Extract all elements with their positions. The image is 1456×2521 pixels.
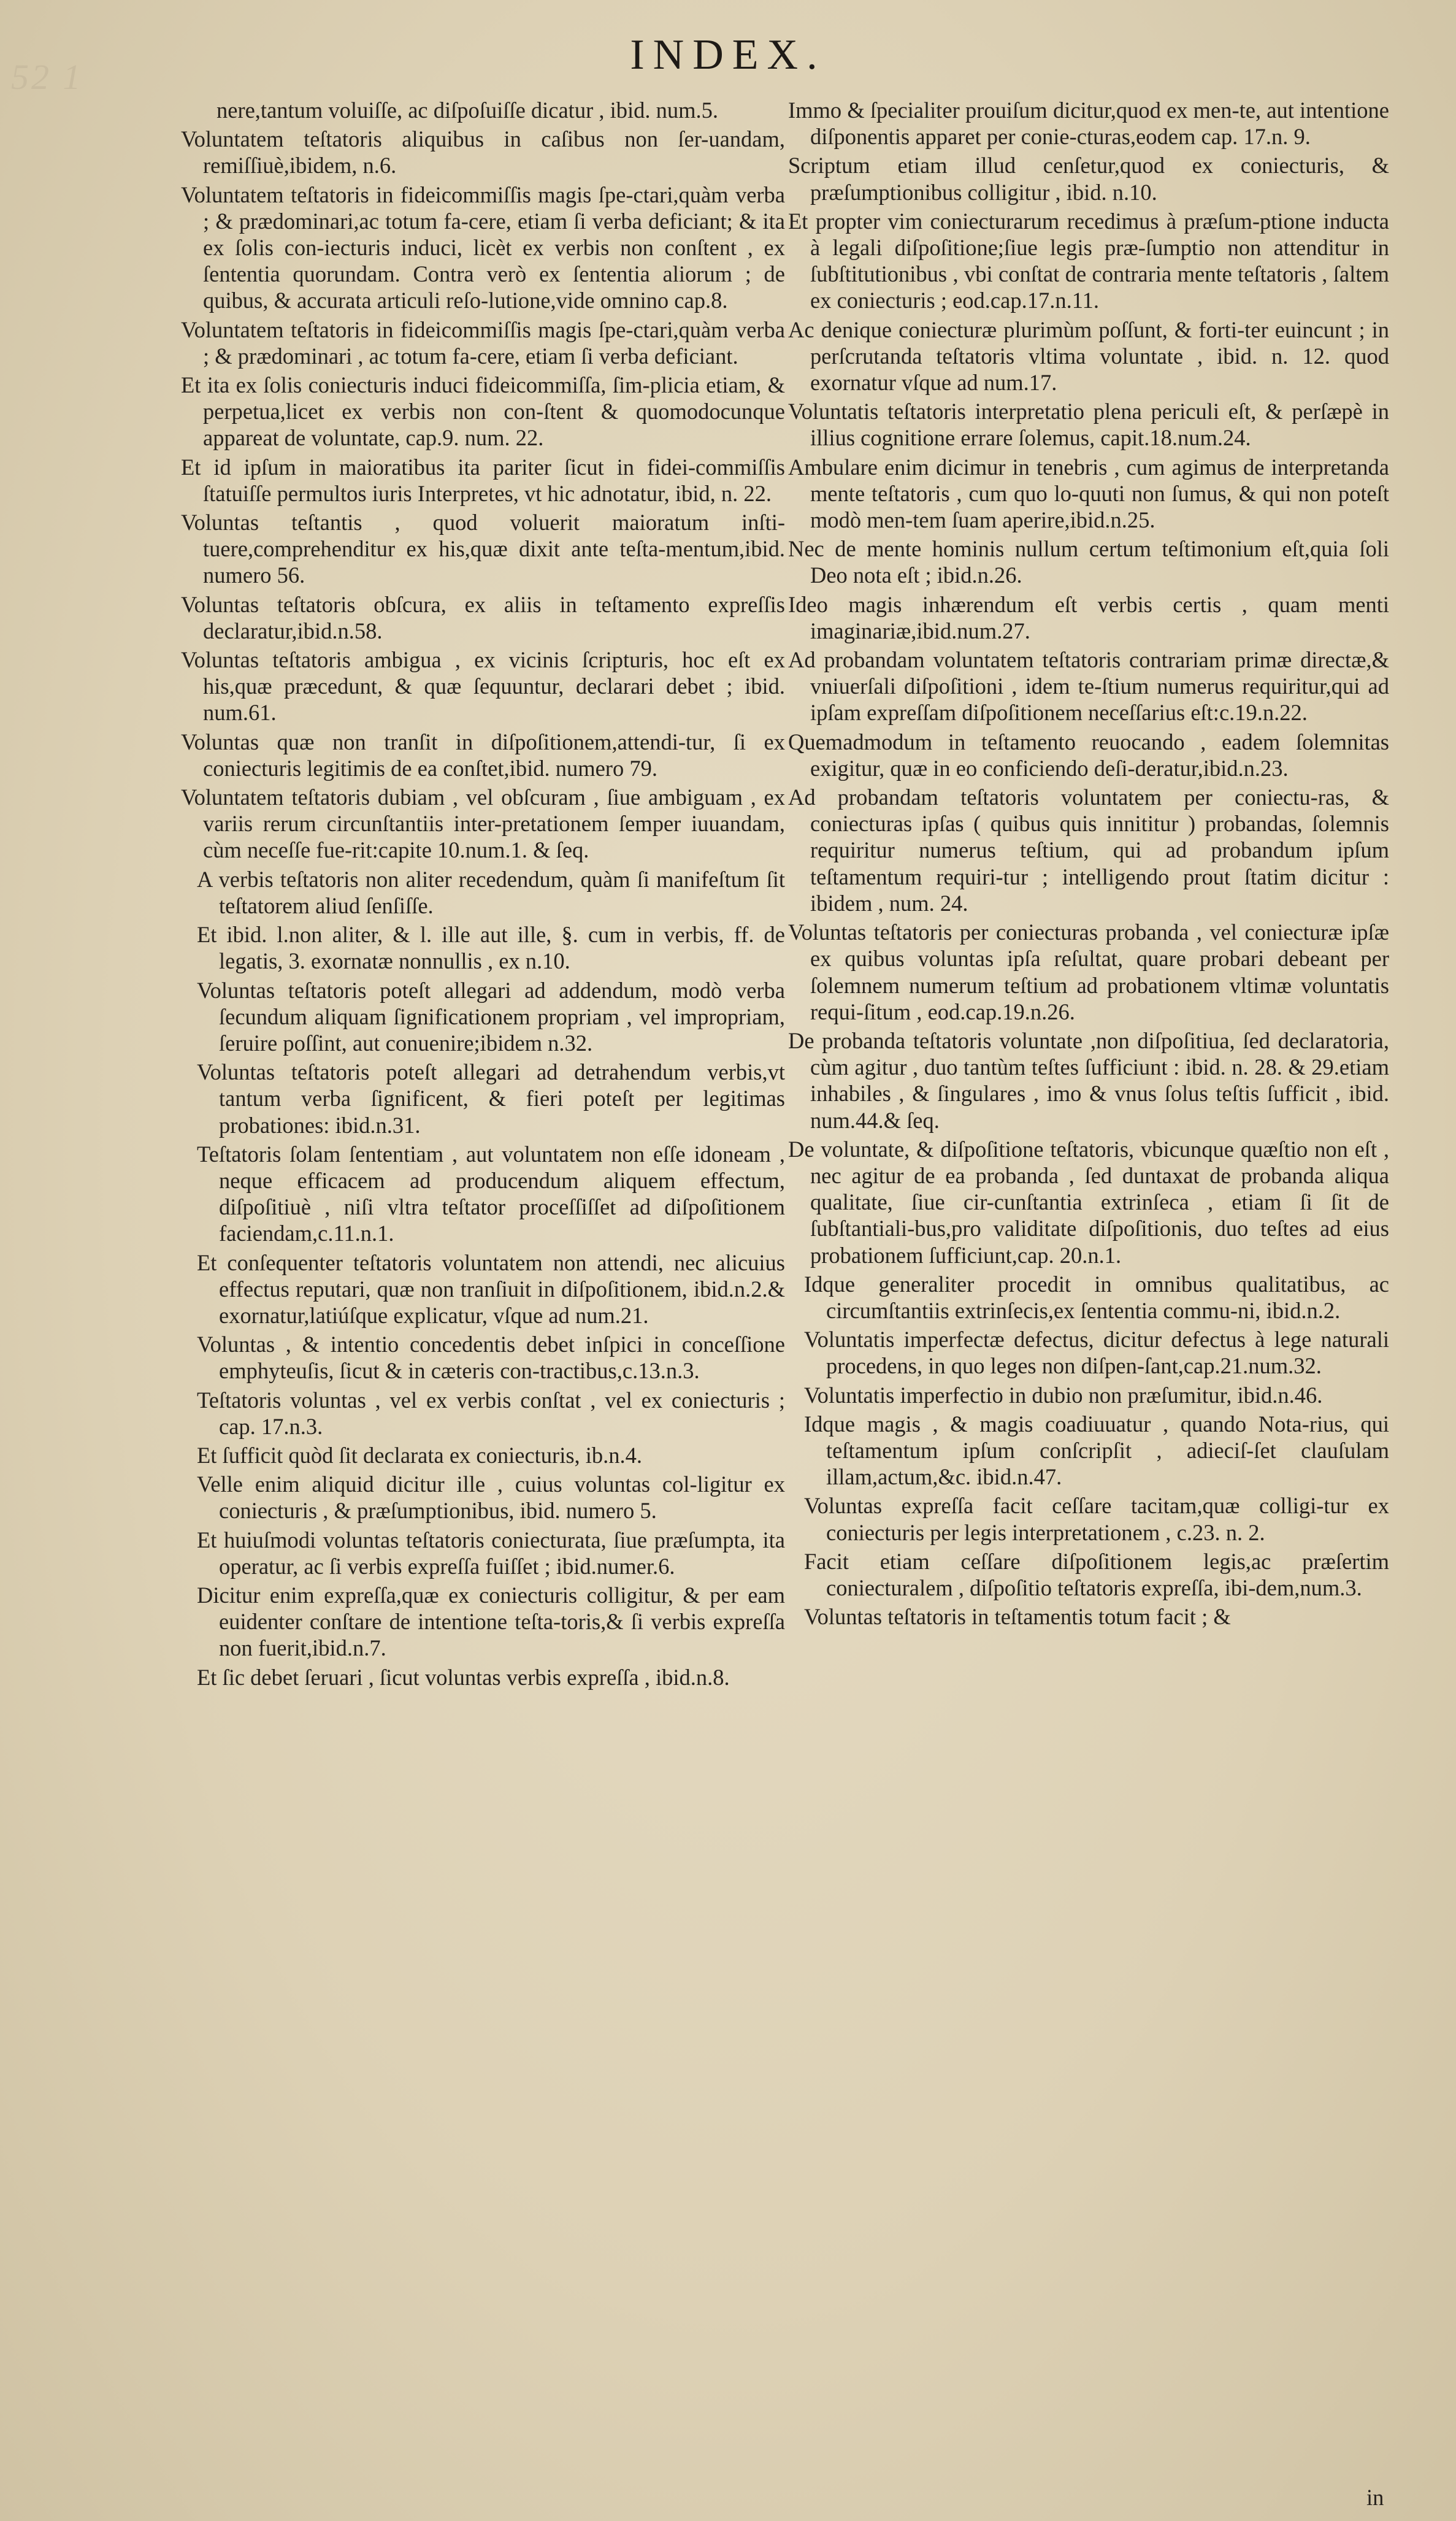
index-entry: Nec de mente hominis nullum certum teſtimonium eſt,quia ſoli Deo nota eſt ; ibid.n.26. bbox=[788, 536, 1389, 588]
index-entry: Voluntas teſtantis , quod voluerit maioratum inſti-tuere,comprehenditur ex his,quæ dixit ante teſta-mentum,ibid. numero 56. bbox=[181, 510, 785, 588]
index-entry: Ad probandam teſtatoris voluntatem per coniectu-ras, & coniecturas ipſas ( quibus quis innititur ) probandas, ſolemnis requiritur numerus teſtium, qui ad probandum ipſum teſtamentum requiri-tur ; intelligendo prout ſtatim dicitur : ibidem , num. 24. bbox=[788, 785, 1389, 916]
index-entry: Idque generaliter procedit in omnibus qualitatibus, ac circumſtantiis extrinſecis,ex ſententia commu-ni, ibid.n.2. bbox=[804, 1271, 1389, 1323]
index-entry: Et conſequenter teſtatoris voluntatem non attendi, nec alicuius effectus reputari, quæ non tranſiuit in diſpoſitionem, ibid.n.2.& exornatur,latiúſque explicatur, vſque ad num.21. bbox=[197, 1249, 785, 1328]
index-entry: Velle enim aliquid dicitur ille , cuius voluntas col-ligitur ex coniecturis , & præſumptionibus, ibid. numero 5. bbox=[197, 1472, 785, 1524]
index-entry: De probanda teſtatoris voluntate ,non diſpoſitiua, ſed declaratoria, cùm agitur , duo tantùm teſtes ſufficiunt : ibid. n. 28. & 29.etiam inhabiles , & ſingulares , imo & vnus ſolus teſtis ſufficit , ibid. num.44.& ſeq. bbox=[788, 1027, 1389, 1133]
index-entry: Ac denique coniecturæ plurimùm poſſunt, & forti-ter euincunt ; in perſcrutanda teſtatoris vltima voluntate , ibid. n. 12. quod exornatur vſque ad num.17. bbox=[788, 317, 1389, 396]
index-entry: Immo & ſpecialiter prouiſum dicitur,quod ex men-te, aut intentione diſponentis apparet per conie-cturas,eodem cap. 17.n. 9. bbox=[788, 98, 1389, 150]
index-entry: Voluntas teſtatoris poteſt allegari ad addendum, modò verba ſecundum aliquam ſignificationem propriam , vel impropriam, ſeruire poſſint, aut conuenire;ibidem n.32. bbox=[197, 977, 785, 1056]
index-entry: Voluntas teſtatoris poteſt allegari ad detrahendum verbis,vt tantum verba ſignificent, & fieri poteſt per legitimas probationes: ibid.n.31. bbox=[197, 1059, 785, 1138]
index-entry: Teſtatoris voluntas , vel ex verbis conſtat , vel ex coniecturis ; cap. 17.n.3. bbox=[197, 1387, 785, 1439]
index-entry: Voluntatis imperfectio in dubio non præſumitur, ibid.n.46. bbox=[804, 1382, 1323, 1408]
index-entry: Voluntatem teſtatoris dubiam , vel obſcuram , ſiue ambiguam , ex variis rerum circunſtantiis inter-pretationem ſemper iuuandam, cùm neceſſe fue-rit:capite 10.num.1. & ſeq. bbox=[181, 785, 785, 863]
index-entry: Voluntas expreſſa facit ceſſare tacitam,quæ colligi-tur ex coniecturis per legis interpretationem , c.23. n. 2. bbox=[804, 1493, 1389, 1545]
index-entry: Facit etiam ceſſare diſpoſitionem legis,ac præſertim coniecturalem , diſpoſitio teſtatoris expreſſa, ibi-dem,num.3. bbox=[804, 1548, 1389, 1600]
index-entry: Idque magis , & magis coadiuuatur , quando Nota-rius, qui teſtamentum ipſum conſcripſit , adieciſ-ſet clauſulam illam,actum,&c. ibid.n.47. bbox=[804, 1411, 1389, 1490]
index-entry: Et id ipſum in maioratibus ita pariter ſicut in fidei-commiſſis ſtatuiſſe permultos iuris Interpretes, vt hic adnotatur, ibid, n. 22. bbox=[181, 454, 785, 506]
index-entry: Teſtatoris ſolam ſententiam , aut voluntatem non eſſe idoneam , neque efficacem ad producendum aliquem effectum, diſpoſitiuè , niſi vltra teſtator proceſſiſſet ad diſpoſitionem faciendam,c.11.n.1. bbox=[197, 1141, 785, 1246]
index-entry: Voluntas teſtatoris in teſtamentis totum facit ; & bbox=[804, 1604, 1231, 1630]
index-entry: Et ſic debet ſeruari , ſicut voluntas verbis expreſſa , ibid.n.8. bbox=[197, 1664, 730, 1690]
index-entry: Voluntas quæ non tranſit in diſpoſitionem,attendi-tur, ſi ex coniecturis legitimis de ea conſtet,ibid. numero 79. bbox=[181, 729, 785, 781]
index-entry: Voluntas , & intentio concedentis debet inſpici in conceſſione emphyteuſis, ſicut & in cæteris con-tractibus,c.13.n.3. bbox=[197, 1332, 785, 1384]
index-entry: Ambulare enim dicimur in tenebris , cum agimus de interpretanda mente teſtatoris , cum quo lo-quuti non ſumus, & qui non poteſt modò men-tem ſuam aperire,ibid.n.25. bbox=[788, 454, 1389, 533]
index-entry: Voluntas teſtatoris ambigua , ex vicinis ſcripturis, hoc eſt ex his,quæ præcedunt, & quæ ſequuntur, declarari debet ; ibid. num.61. bbox=[181, 647, 785, 726]
index-entry: Et huiuſmodi voluntas teſtatoris coniecturata, ſiue præſumpta, ita operatur, ac ſi verbis expreſſa fuiſſet ; ibid.numer.6. bbox=[197, 1527, 785, 1579]
index-entry: Voluntatem teſtatoris in fideicommiſſis magis ſpe-ctari,quàm verba ; & prædominari , ac totum fa-cere, etiam ſi verba deficiant. bbox=[181, 317, 785, 369]
index-entry: Et ita ex ſolis coniecturis induci fideicommiſſa, ſim-plicia etiam, & perpetua,licet ex verbis non con-ſtent & quomodocunque appareat de voluntate, cap.9. num. 22. bbox=[181, 372, 785, 451]
index-entry: Et ſufficit quòd ſit declarata ex coniecturis, ib.n.4. bbox=[197, 1442, 643, 1468]
index-entry: Et ibid. l.non aliter, & l. ille aut ille, §. cum in verbis, ff. de legatis, 3. exornatæ nonnullis , ex n.10. bbox=[197, 922, 785, 974]
index-entry: Voluntas teſtatoris per coniecturas probanda , vel coniecturæ ipſæ ex quibus voluntas ipſa reſultat, quare probari debeant per ſolemnem numerum teſtium ad probationem vltimæ voluntatis requi-ſitum , eod.cap.19.n.26. bbox=[788, 919, 1389, 1024]
index-entry: Voluntas teſtatoris obſcura, ex aliis in teſtamento expreſſis declaratur,ibid.n.58. bbox=[181, 591, 785, 643]
index-entry: Ideo magis inhærendum eſt verbis certis , quam menti imaginariæ,ibid.num.27. bbox=[788, 591, 1389, 643]
right-column bbox=[788, 97, 1389, 1632]
index-entry: Quemadmodum in teſtamento reuocando , eadem ſolemnitas exigitur, quæ in eo conficiendo deſi-deratur,ibid.n.23. bbox=[788, 729, 1389, 781]
margin-note: 52 1 bbox=[11, 57, 83, 97]
index-entry: Voluntatem teſtatoris aliquibus in caſibus non ſer-uandam, remiſſiuè,ibidem, n.6. bbox=[181, 126, 785, 178]
index-entry: Et propter vim coniecturarum recedimus à præſum-ptione inducta à legali diſpoſitione;ſiue legis præ-ſumptio non attenditur in ſubſtitutionibus , vbi conſtat de contraria mente teſtatoris , ſaltem ex coniecturis ; eod.cap.17.n.11. bbox=[788, 208, 1389, 313]
index-entry: Voluntatem teſtatoris in fideicommiſſis magis ſpe-ctari,quàm verba ; & prædominari,ac totum fa-cere, etiam ſi verba deficiant; & ita ex ſolis con-iecturis induci, licèt ex verbis non conſtent , ex ſententia quorundam. Contra verò ex ſententia aliorum ; de quibus, & accurata articuli reſo-lutione,vide omnino cap.8. bbox=[181, 182, 785, 313]
index-entry: Ad probandam voluntatem teſtatoris contrariam primæ directæ,& vniuerſali diſpoſitioni , idem te-ſtium numerus requiritur,qui ad ipſam expreſſam diſpoſitionem neceſſarius eſt:c.19.n.22. bbox=[788, 647, 1389, 726]
index-entry: De voluntate, & diſpoſitione teſtatoris, vbicunque quæſtio non eſt , nec agitur de ea probanda , ſed duntaxat de probanda aliqua qualitate, ſiue cir-cunſtantia extrinſeca , etiam ſi ſit de ſubſtantiali-bus,pro validitate diſpoſitionis, duo teſtes ad eius probationem ſufficiunt,cap. 20.n.1. bbox=[788, 1136, 1389, 1268]
index-entry: Voluntatis imperfectæ defectus, dicitur defectus à lege naturali procedens, in quo leges non diſpen-ſant,cap.21.num.32. bbox=[804, 1327, 1389, 1379]
index-entry: Scriptum etiam illud cenſetur,quod ex coniecturis, & præſumptionibus colligitur , ibid. n.10. bbox=[788, 153, 1389, 205]
index-entry: Dicitur enim expreſſa,quæ ex coniecturis colligitur, & per eam euidenter conſtare de intentione teſta-toris,& ſi verbis expreſſa non fuerit,ibid.n.7. bbox=[197, 1582, 785, 1661]
page-header: INDEX. bbox=[630, 31, 826, 79]
left-column bbox=[181, 97, 785, 1693]
catchword: in bbox=[1366, 2485, 1384, 2510]
index-entry: nere,tantum voluiſſe, ac diſpoſuiſſe dicatur , ibid. num.5. bbox=[216, 98, 719, 123]
index-entry: Voluntatis teſtatoris interpretatio plena periculi eſt, & perſæpè in illius cognitione errare ſolemus, capit.18.num.24. bbox=[788, 399, 1389, 451]
index-entry: A verbis teſtatoris non aliter recedendum, quàm ſi manifeſtum ſit teſtatorem aliud ſenſiſſe. bbox=[197, 866, 785, 918]
